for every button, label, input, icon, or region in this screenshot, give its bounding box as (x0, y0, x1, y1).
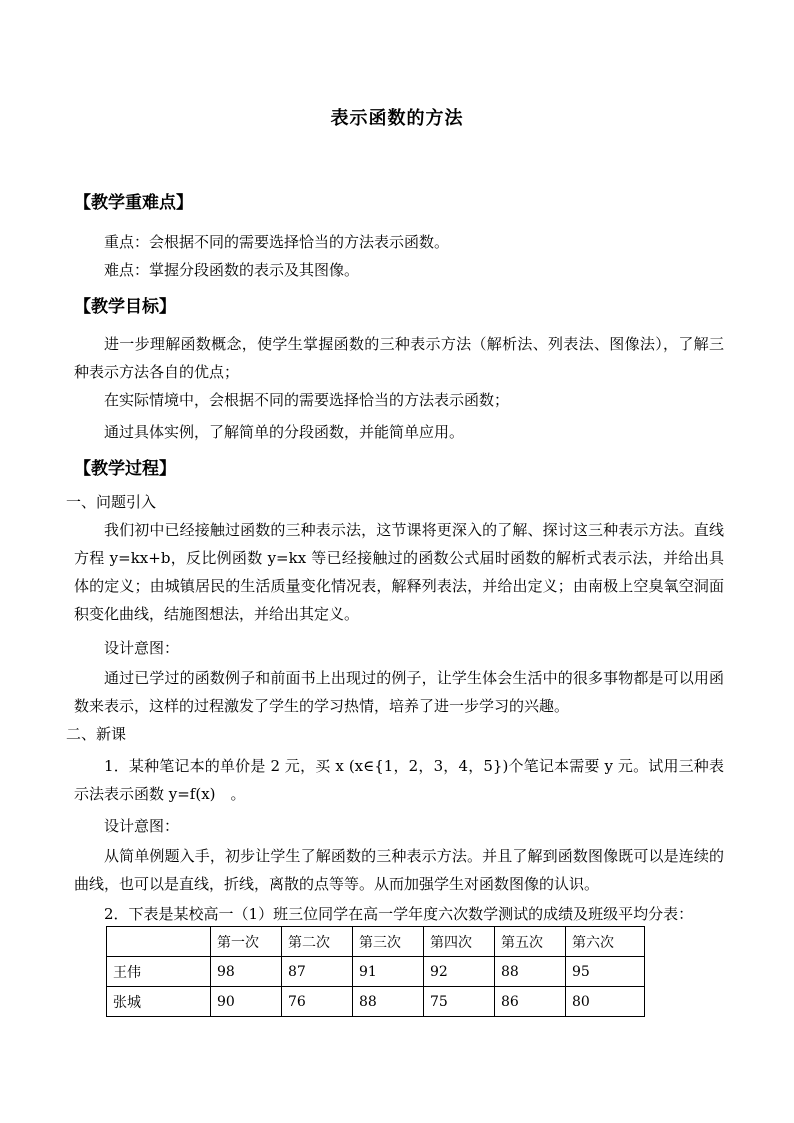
score-cell: 75 (424, 987, 495, 1017)
design-intent-label-2: 设计意图： (104, 817, 180, 835)
student-name-cell: 张城 (107, 987, 211, 1017)
score-cell: 95 (566, 957, 645, 987)
student-name-cell: 王伟 (107, 957, 211, 987)
goal-line-3: 通过具体实例，了解简单的分段函数，并能简单应用。 (104, 423, 465, 441)
part2-title: 二、新课 (66, 725, 127, 743)
item2-lead: 2．下表是某校高一（1）班三位同学在高一学年度六次数学测试的成绩及班级平均分表： (104, 905, 694, 923)
heading-teaching-goals: 【教学目标】 (74, 297, 176, 317)
table-header-cell: 第三次 (353, 927, 424, 957)
table-header-cell: 第五次 (495, 927, 566, 957)
part1-paragraph: 我们初中已经接触过函数的三种表示法，这节课将更深入的了解、探讨这三种表示方法。直线方程 y=kx+b，反比例函数 y=kx 等已经接触过的函数公式届时函数的解析式表示法，并给出具体的定义；由城镇居民的生活质量变化情况表，解释列表法，并给出定义；由南极上空臭氧空洞面积变化曲线，结施图想法，并给出其定义。 (74, 521, 724, 623)
table-header-cell: 第二次 (282, 927, 353, 957)
score-cell: 88 (353, 987, 424, 1017)
document-title: 表示函数的方法 (330, 108, 464, 129)
item1-paragraph: 1．某种笔记本的单价是 2 元，买 x (x∈{1，2，3，4，5})个笔记本需要 y 元。试用三种表示法表示函数 y=f(x) 。 (74, 757, 724, 803)
score-cell: 98 (211, 957, 282, 987)
score-cell: 86 (495, 987, 566, 1017)
table-header-row (107, 927, 645, 957)
score-cell: 76 (282, 987, 353, 1017)
design-intent-paragraph-1: 通过已学过的函数例子和前面书上出现过的例子，让学生体会生活中的很多事物都是可以用函数来表示，这样的过程激发了学生的学习热情，培养了进一步学习的兴趣。 (74, 669, 724, 715)
score-cell: 88 (495, 957, 566, 987)
part1-title: 一、问题引入 (66, 493, 157, 511)
table-row (107, 987, 645, 1017)
design-intent-paragraph-2: 从简单例题入手，初步让学生了解函数的三种表示方法。并且了解到函数图像既可以是连续的曲线，也可以是直线，折线，离散的点等等。从而加强学生对函数图像的认识。 (74, 847, 724, 893)
design-intent-label-1: 设计意图： (104, 639, 180, 657)
score-cell: 80 (566, 987, 645, 1017)
goal-paragraph-1: 进一步理解函数概念，使学生掌握函数的三种表示方法（解析法、列表法、图像法），了解三种表示方法各自的优点； (74, 335, 724, 381)
score-cell: 87 (282, 957, 353, 987)
table-header-cell (107, 927, 211, 957)
score-cell: 91 (353, 957, 424, 987)
goal-line-2: 在实际情境中，会根据不同的需要选择恰当的方法表示函数； (104, 391, 510, 409)
score-cell: 90 (211, 987, 282, 1017)
table-header-cell: 第六次 (566, 927, 645, 957)
difficulty-line: 难点：掌握分段函数的表示及其图像。 (104, 261, 360, 279)
table-header-cell: 第四次 (424, 927, 495, 957)
table-row (107, 957, 645, 987)
key-point-line: 重点：会根据不同的需要选择恰当的方法表示函数。 (104, 233, 450, 251)
heading-teaching-process: 【教学过程】 (74, 459, 176, 479)
heading-key-difficulties: 【教学重难点】 (74, 193, 193, 213)
score-cell: 92 (424, 957, 495, 987)
score-table (106, 926, 645, 1017)
table-header-cell: 第一次 (211, 927, 282, 957)
